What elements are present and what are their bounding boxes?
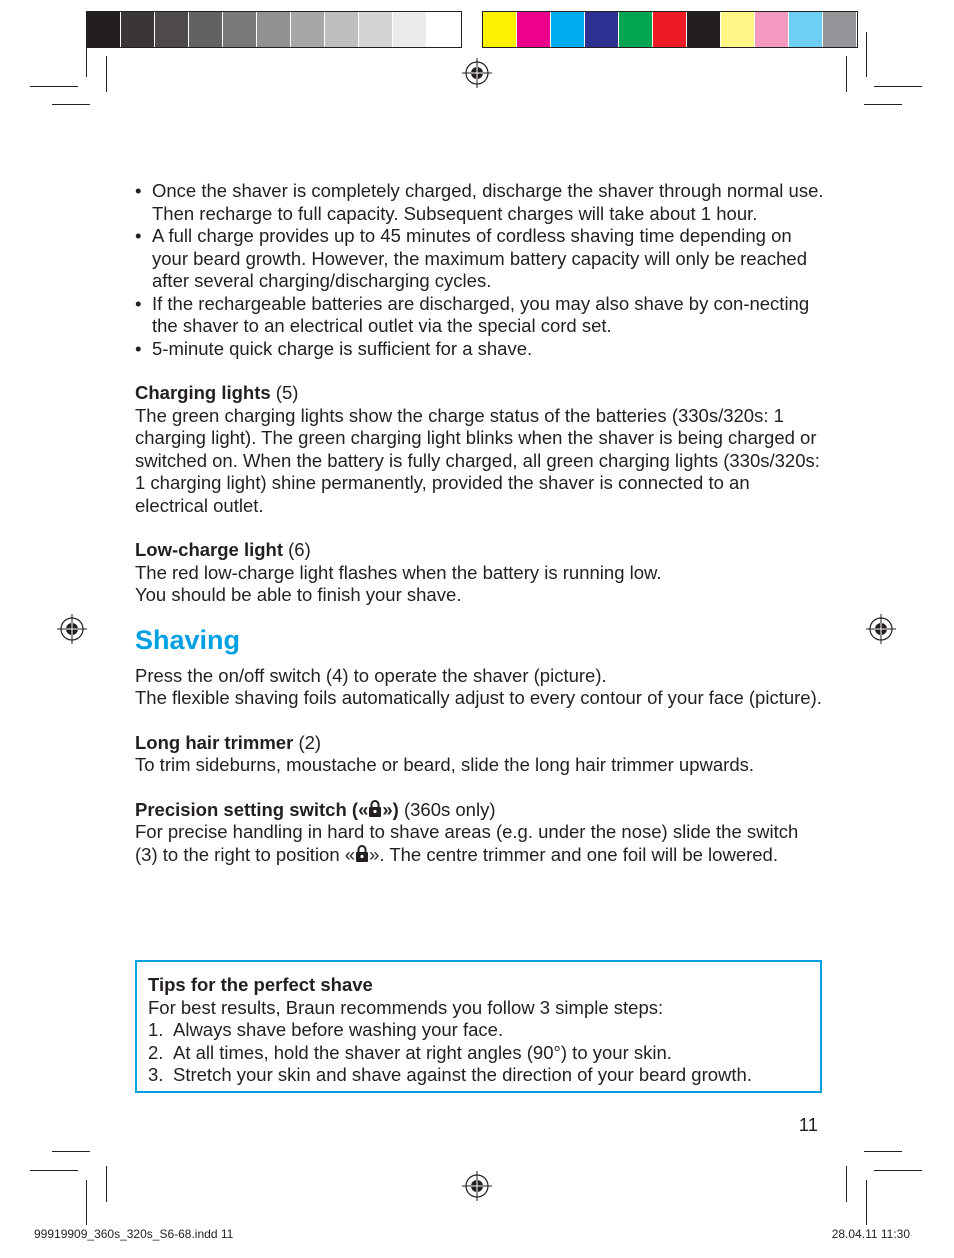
color-swatch — [551, 12, 585, 47]
color-swatch — [483, 12, 517, 47]
tips-steps — [148, 1019, 810, 1087]
gray-swatch — [291, 12, 325, 47]
color-swatch — [789, 12, 823, 47]
gray-swatch — [427, 12, 461, 47]
gray-swatch — [257, 12, 291, 47]
crop-mark — [106, 56, 107, 92]
crop-mark — [846, 56, 847, 92]
page-content — [135, 180, 825, 866]
crop-mark — [864, 1151, 902, 1152]
trimmer-heading: Long hair trimmer — [135, 731, 294, 753]
low-charge-section — [135, 539, 825, 607]
crop-mark — [874, 1170, 922, 1171]
lock-icon — [355, 844, 369, 863]
registration-mark-bottom — [462, 1171, 492, 1201]
low-charge-line-2: You should be able to finish your shave. — [135, 584, 462, 605]
color-swatch — [755, 12, 789, 47]
color-swatch — [585, 12, 619, 47]
low-charge-heading: Low-charge light — [135, 539, 283, 560]
registration-mark-right — [866, 614, 896, 644]
color-swatch — [517, 12, 551, 47]
slug-timestamp: 28.04.11 11:30 — [831, 1227, 910, 1241]
gray-swatch — [223, 12, 257, 47]
gray-swatch — [87, 12, 121, 47]
tips-step-number: 1. — [148, 1019, 164, 1040]
crop-mark — [86, 32, 87, 77]
registration-mark-left — [57, 614, 87, 644]
color-swatch — [619, 12, 653, 47]
gray-swatch — [155, 12, 189, 47]
crop-mark — [52, 1151, 90, 1152]
bullet-text: A full charge provides up to 45 minutes of cordless shaving time depending on your beard growth. However, the maximum battery capacity will only be reached after several charging/discharging cycles. — [152, 225, 807, 291]
crop-mark — [866, 1180, 867, 1225]
crop-mark — [846, 1166, 847, 1202]
bullet-text: Once the shaver is completely charged, discharge the shaver through normal use. Then recharge to full capacity. Subsequent charges will take about 1 hour. — [152, 180, 824, 224]
color-swatch — [823, 12, 857, 47]
trimmer-section — [135, 732, 825, 777]
gray-swatch — [393, 12, 427, 47]
tips-intro: For best results, Braun recommends you follow 3 simple steps: — [148, 996, 664, 1018]
crop-mark — [86, 1180, 87, 1225]
trimmer-body: To trim sideburns, moustache or beard, slide the long hair trimmer upwards. — [135, 754, 754, 775]
shaving-title: Shaving — [135, 624, 241, 655]
charging-lights-heading: Charging lights — [135, 382, 271, 403]
bullet-item: • If the rechargeable batteries are discharged, you may also shave by con-necting the shaver to an electrical outlet via the special cord set. — [135, 292, 810, 336]
grayscale-calibration-strip — [86, 11, 462, 48]
crop-mark — [864, 104, 902, 105]
shaving-line-2: The flexible shaving foils automatically adjust to every contour of your face (picture). — [135, 687, 822, 708]
precision-section — [135, 799, 825, 867]
charging-lights-section — [135, 382, 825, 517]
shaving-line-1: Press the on/off switch (4) to operate the shaver (picture). — [135, 664, 607, 686]
tips-step-text: Stretch your skin and shave against the direction of your beard growth. — [173, 1064, 752, 1085]
precision-body-start: For precise handling in hard to shave areas (e.g. under the nose) slide the switch (3) to the right to position « — [135, 821, 799, 865]
bullet-list — [135, 180, 825, 360]
gray-swatch — [325, 12, 359, 47]
precision-heading-end: ») — [382, 798, 399, 820]
tips-step-number: 3. — [148, 1064, 164, 1085]
low-charge-line-1: The red low-charge light flashes when the battery is running low. — [135, 561, 662, 583]
tips-step — [148, 1019, 810, 1042]
charging-lights-ref: (5) — [270, 382, 299, 403]
lock-icon — [368, 799, 382, 818]
color-calibration-strip — [482, 11, 858, 48]
color-swatch — [653, 12, 687, 47]
crop-mark — [30, 86, 78, 87]
tips-step-number: 2. — [148, 1041, 164, 1063]
bullet-item: • A full charge provides up to 45 minutes of cordless shaving time depending on your beard growth. However, the maximum battery capacity will only be reached after several charging/discharging cycles. — [135, 225, 807, 291]
tips-step — [148, 1064, 810, 1087]
slug-filename: 99919909_360s_320s_S6-68.indd 11 — [34, 1227, 234, 1241]
charging-lights-body: The green charging lights show the charge status of the batteries (330s/320s: 1 charging light). The green charging light blinks when the shaver is being charged or switched on. When the battery is fully charged, all green charging lights (330s/320s: 1 charging light) shine permanently, provided the shaver is connected to an electrical outlet. — [135, 404, 820, 516]
tips-step-text: At all times, hold the shaver at right angles (90°) to your skin. — [173, 1041, 672, 1063]
bullet-item: • 5-minute quick charge is sufficient for a shave. — [135, 337, 533, 359]
precision-ref: (360s only) — [398, 798, 496, 820]
tips-step-text: Always shave before washing your face. — [173, 1019, 504, 1040]
bullet-item: • Once the shaver is completely charged, discharge the shaver through normal use. Then recharge to full capacity. Subsequent charges will take about 1 hour. — [135, 180, 824, 224]
color-swatch — [687, 12, 721, 47]
gray-swatch — [121, 12, 155, 47]
crop-mark — [30, 1170, 78, 1171]
bullet-text: If the rechargeable batteries are discharged, you may also shave by con-necting the shaver to an electrical outlet via the special cord set. — [152, 292, 810, 336]
registration-mark-top — [462, 58, 492, 88]
low-charge-ref: (6) — [283, 539, 311, 560]
bullet-text: 5-minute quick charge is sufficient for a shave. — [152, 337, 533, 359]
crop-mark — [866, 32, 867, 77]
crop-mark — [52, 104, 90, 105]
gray-swatch — [359, 12, 393, 47]
crop-mark — [874, 86, 922, 87]
precision-heading-start: Precision setting switch (« — [135, 798, 369, 820]
gray-swatch — [189, 12, 223, 47]
crop-mark — [106, 1166, 107, 1202]
trimmer-ref: (2) — [293, 731, 322, 753]
page-number: 11 — [798, 1114, 818, 1135]
precision-body-end: ». The centre trimmer and one foil will be lowered. — [369, 843, 778, 865]
tips-step — [148, 1042, 810, 1065]
tips-title: Tips for the perfect shave — [148, 974, 373, 995]
color-swatch — [721, 12, 755, 47]
tips-box — [135, 960, 822, 1093]
